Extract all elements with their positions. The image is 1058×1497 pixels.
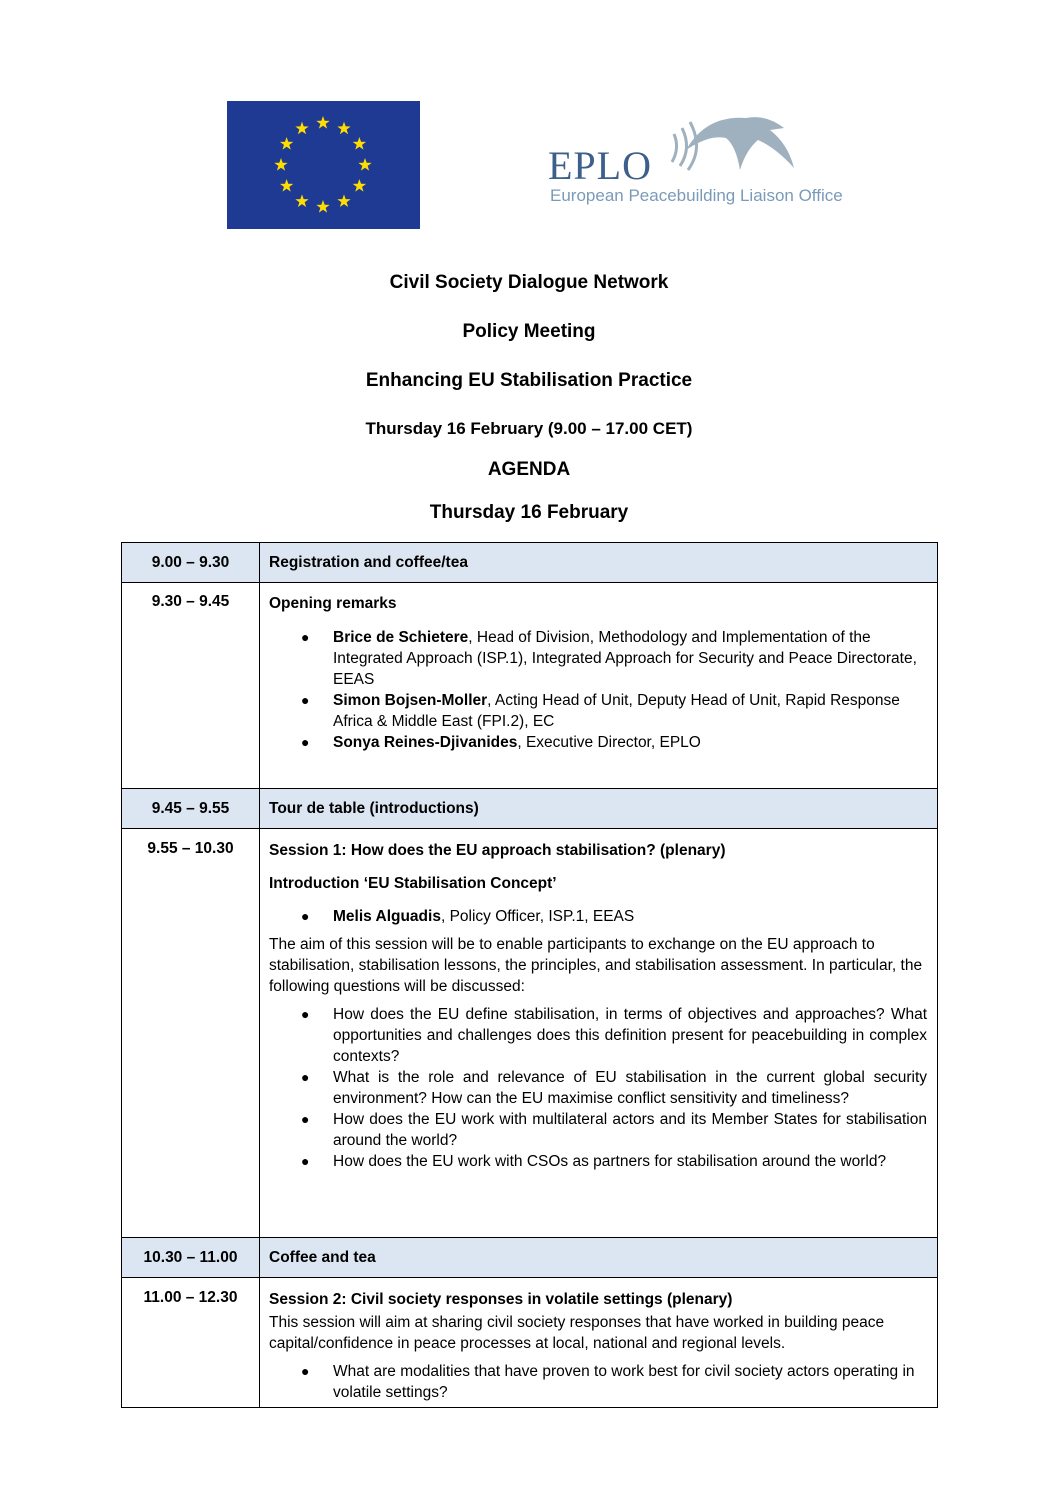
list-item bbox=[269, 1109, 927, 1151]
list-item bbox=[269, 906, 927, 927]
time-label: 11.00 – 12.30 bbox=[143, 1289, 238, 1306]
list-item bbox=[269, 1004, 927, 1067]
item-subtitle: Introduction ‘EU Stabilisation Concept’ bbox=[269, 875, 557, 892]
question-text: What is the role and relevance of EU stabilisation in the current global security environment? How can the EU maximise conflict sensitivity and timeliness? bbox=[333, 1069, 927, 1107]
item-title: Session 1: How does the EU approach stabilisation? (plenary) bbox=[269, 842, 726, 859]
eplo-bird-icon bbox=[666, 110, 796, 180]
time-cell bbox=[122, 543, 260, 583]
meeting-type: Policy Meeting bbox=[462, 321, 596, 342]
time-cell bbox=[122, 829, 260, 1238]
bullet-icon: ● bbox=[301, 1363, 310, 1379]
speaker-name: Sonya Reines-Djivanides bbox=[333, 734, 518, 751]
agenda-row bbox=[122, 789, 938, 829]
bullet-icon: ● bbox=[301, 908, 310, 924]
speaker-name: Simon Bojsen-Moller bbox=[333, 692, 488, 709]
speaker-role: , Policy Officer, ISP.1, EEAS bbox=[440, 908, 635, 925]
question-list bbox=[269, 1361, 927, 1403]
time-cell bbox=[122, 583, 260, 789]
meeting-date: Thursday 16 February (9.00 – 17.00 CET) bbox=[365, 419, 693, 438]
time-label: 9.55 – 10.30 bbox=[147, 840, 234, 857]
speaker-name: Brice de Schietere bbox=[333, 629, 469, 646]
list-item bbox=[269, 1361, 927, 1403]
question-text: How does the EU work with multilateral actors and its Member States for stabilisation around the world? bbox=[333, 1111, 927, 1149]
bullet-icon: ● bbox=[301, 734, 310, 750]
content-cell bbox=[260, 1238, 938, 1278]
list-item bbox=[269, 627, 927, 690]
network-title: Civil Society Dialogue Network bbox=[389, 272, 669, 293]
question-text: What are modalities that have proven to work best for civil society actors operating in volatile settings? bbox=[333, 1363, 915, 1401]
time-label: 9.00 – 9.30 bbox=[151, 554, 230, 571]
content-cell bbox=[260, 543, 938, 583]
agenda-row bbox=[122, 1278, 938, 1408]
bullet-icon: ● bbox=[301, 1069, 310, 1085]
speaker-name: Melis Alguadis bbox=[333, 908, 441, 925]
session-description: The aim of this session will be to enable participants to exchange on the EU approach to stabilisation, stabilisation lessons, the principles, and stabilisation assessment. In particular, the following questions will be discussed: bbox=[269, 936, 923, 995]
agenda-row bbox=[122, 1238, 938, 1278]
bullet-icon: ● bbox=[301, 1006, 310, 1022]
list-item bbox=[269, 732, 927, 753]
time-label: 10.30 – 11.00 bbox=[143, 1249, 238, 1266]
agenda-row bbox=[122, 583, 938, 789]
speaker-list bbox=[269, 906, 927, 927]
item-title: Opening remarks bbox=[269, 595, 397, 612]
content-cell bbox=[260, 789, 938, 829]
list-item bbox=[269, 690, 927, 732]
agenda-row bbox=[122, 829, 938, 1238]
item-title: Session 2: Civil society responses in volatile settings (plenary) bbox=[269, 1291, 733, 1308]
list-item bbox=[269, 1067, 927, 1109]
speaker-role: , Executive Director, EPLO bbox=[517, 734, 701, 751]
session-description: This session will aim at sharing civil society responses that have worked in building peace capital/confidence in peace processes at local, national and regional levels. bbox=[269, 1314, 885, 1352]
agenda-table bbox=[121, 542, 938, 1408]
eplo-logo bbox=[546, 110, 896, 210]
question-text: How does the EU define stabilisation, in terms of objectives and approaches? What opportunities and challenges does this definition present for peacebuilding in complex contexts? bbox=[333, 1006, 927, 1065]
agenda-row bbox=[122, 543, 938, 583]
list-item bbox=[269, 1151, 927, 1172]
question-list bbox=[269, 1004, 927, 1172]
item-title: Coffee and tea bbox=[269, 1249, 376, 1266]
question-text: How does the EU work with CSOs as partners for stabilisation around the world? bbox=[333, 1153, 887, 1170]
speaker-role: , Head of Division, Methodology and Implementation of the Integrated Approach (ISP.1), Integrated Approach for Security and Peace Directorate, EEAS bbox=[333, 629, 917, 688]
time-cell bbox=[122, 1278, 260, 1408]
day-heading: Thursday 16 February bbox=[429, 502, 629, 523]
bullet-icon: ● bbox=[301, 1153, 310, 1169]
time-label: 9.45 – 9.55 bbox=[151, 800, 230, 817]
content-cell bbox=[260, 1278, 938, 1408]
meeting-title: Enhancing EU Stabilisation Practice bbox=[365, 370, 693, 391]
speaker-role: , Acting Head of Unit, Deputy Head of Unit, Rapid Response Africa & Middle East (FPI.2), EC bbox=[333, 692, 900, 730]
item-title: Registration and coffee/tea bbox=[269, 554, 468, 571]
content-cell bbox=[260, 829, 938, 1238]
bullet-icon: ● bbox=[301, 629, 310, 645]
time-cell bbox=[122, 789, 260, 829]
bullet-icon: ● bbox=[301, 1111, 310, 1127]
agenda-heading: AGENDA bbox=[487, 459, 571, 480]
eplo-wordmark: EPLO bbox=[548, 143, 652, 188]
speaker-list bbox=[269, 627, 927, 753]
time-cell bbox=[122, 1238, 260, 1278]
time-label: 9.30 – 9.45 bbox=[151, 593, 230, 610]
bullet-icon: ● bbox=[301, 692, 310, 708]
eu-flag-logo bbox=[227, 101, 420, 229]
content-cell bbox=[260, 583, 938, 789]
item-title: Tour de table (introductions) bbox=[269, 800, 479, 817]
eplo-subtitle: European Peacebuilding Liaison Office bbox=[550, 186, 843, 205]
